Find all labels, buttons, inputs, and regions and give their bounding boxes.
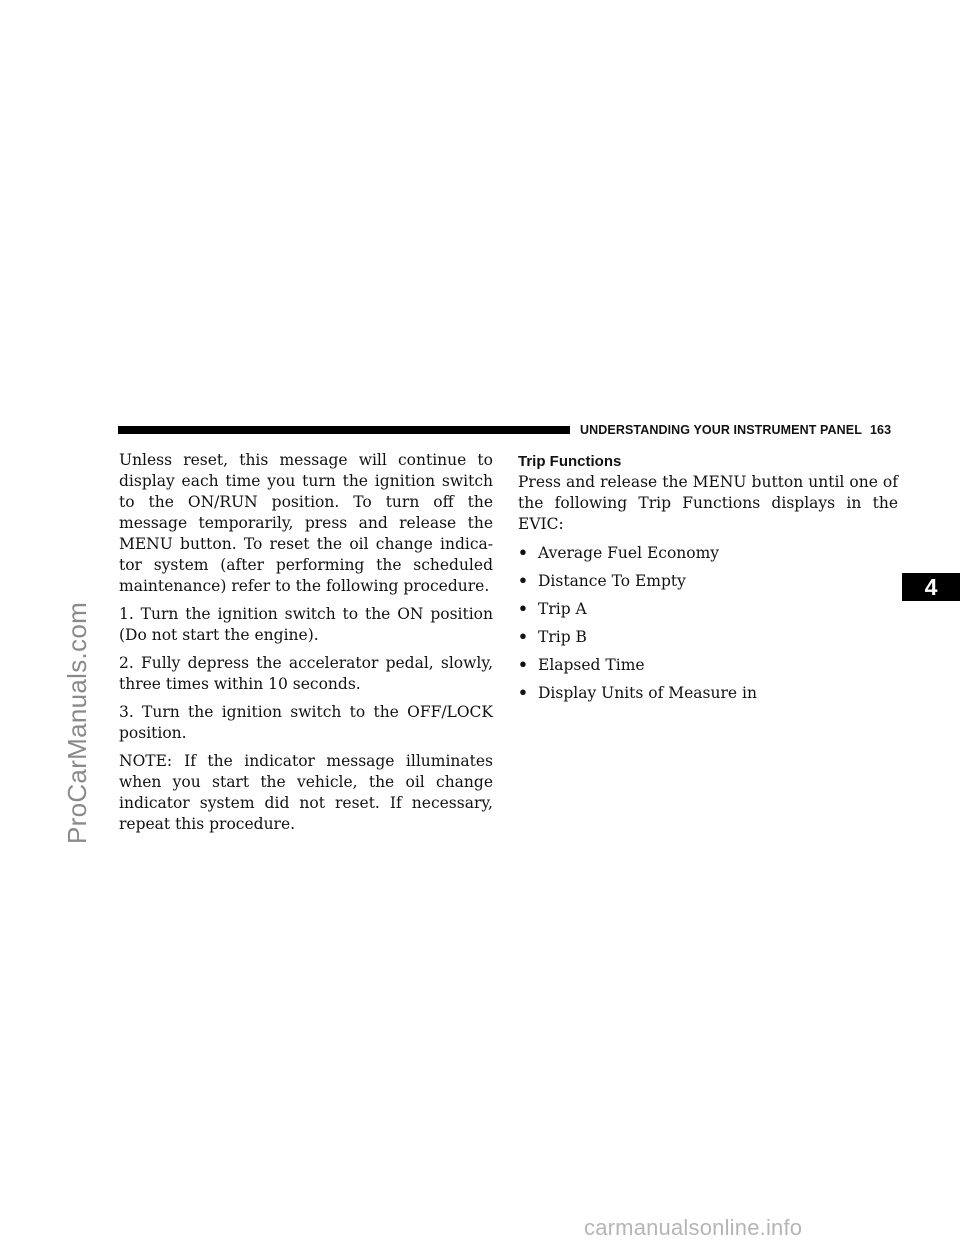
list-item [518, 542, 898, 570]
section-heading: Trip Functions [518, 453, 622, 470]
left-column [119, 450, 493, 842]
trip-intro: Press and release the MENU button until one of the following Trip Functions displays in the EVIC: [518, 473, 898, 533]
step-1: 1. Turn the ignition switch to the ON position (Do not start the engine). [119, 605, 493, 644]
list-item [518, 682, 898, 710]
note-paragraph [119, 751, 493, 835]
bullet-icon: • [518, 655, 528, 674]
list-item [518, 626, 898, 654]
list-item [518, 654, 898, 682]
header-title: UNDERSTANDING YOUR INSTRUMENT PANEL [580, 423, 862, 437]
chapter-tab: 4 [902, 573, 960, 601]
note-label: NOTE: [119, 752, 173, 770]
watermark-bottom: carmanualsonline.info [584, 1215, 803, 1240]
list-item-label: Display Units of Measure in [538, 684, 757, 702]
list-item-label: Trip A [538, 600, 587, 618]
right-column [518, 450, 898, 710]
bullet-icon: • [518, 571, 528, 590]
note-text: If the indicator message illuminates when you start the vehicle, the oil change indicator system did not reset. If necessary, repeat this procedure. [119, 752, 493, 833]
header-rule [118, 426, 570, 434]
running-header [580, 422, 900, 438]
list-item-label: Average Fuel Economy [538, 544, 720, 562]
trip-functions-list [518, 542, 898, 710]
list-item [518, 598, 898, 626]
bullet-icon: • [518, 543, 528, 562]
watermark-left: ProCarManuals.com [62, 601, 92, 844]
list-item-label: Elapsed Time [538, 656, 645, 674]
step-2: 2. Fully depress the accelerator pedal, slowly, three times within 10 seconds. [119, 654, 493, 693]
list-item-label: Distance To Empty [538, 572, 686, 590]
page-number: 163 [869, 423, 892, 437]
list-item-label: Trip B [538, 628, 587, 646]
list-item [518, 570, 898, 598]
step-3: 3. Turn the ignition switch to the OFF/LOCK position. [119, 703, 493, 742]
bullet-icon: • [518, 627, 528, 646]
bullet-icon: • [518, 599, 528, 618]
intro-paragraph: Unless reset, this message will continue to display each time you turn the ignition switch to the ON/RUN position. To turn off the message temporarily, press and release the MENU button. To reset the oil change indica- tor system (after performing the scheduled maintenance) refer to the following procedure. [119, 451, 493, 595]
bullet-icon: • [518, 683, 528, 702]
